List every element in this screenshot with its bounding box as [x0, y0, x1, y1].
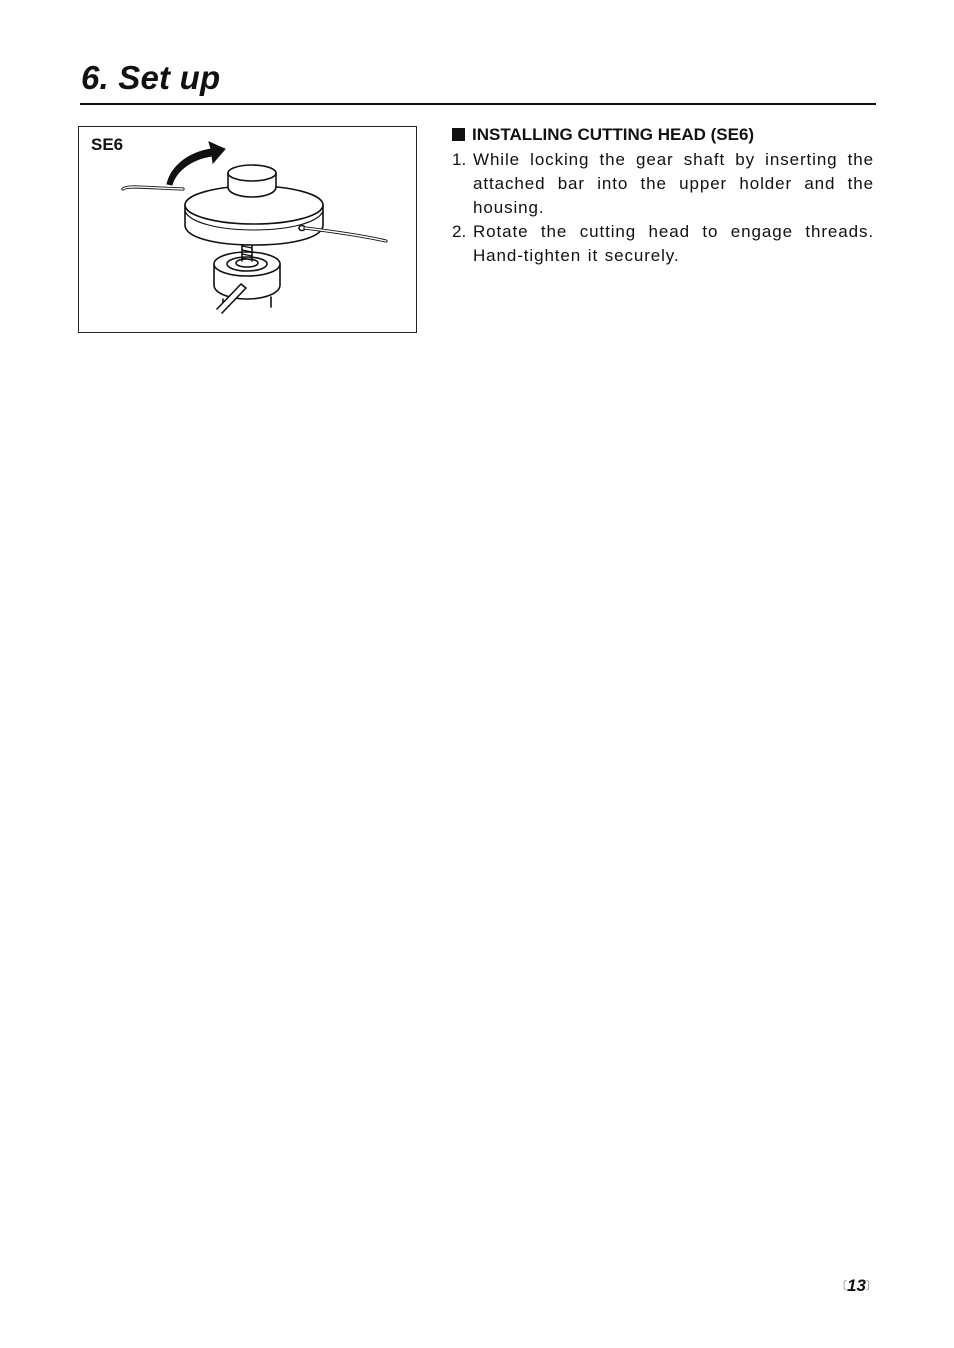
page-title: 6. Set up [81, 59, 221, 96]
installing-cutting-head-section [452, 124, 874, 268]
square-bullet-icon [452, 128, 465, 141]
step-text: While locking the gear shaft by inserting the attached bar into the upper holder and the housing. [473, 150, 874, 217]
section-heading [452, 124, 874, 145]
left-bracket-icon: 〔 [836, 1280, 847, 1292]
step-number: 1. [452, 150, 467, 169]
step-number: 2. [452, 222, 467, 241]
steps-list [452, 148, 874, 268]
figure-label: SE6 [91, 135, 124, 154]
step-item [452, 148, 874, 220]
step-text: Rotate the cutting head to engage threads. Hand-tighten it securely. [473, 222, 874, 265]
cutting-head-illustration [79, 127, 416, 332]
figure-se6 [78, 126, 417, 333]
title-rule [80, 103, 876, 105]
page-number [836, 1276, 877, 1296]
step-item [452, 220, 874, 268]
page-number-value: 13 [847, 1276, 866, 1295]
right-bracket-icon: 〕 [865, 1280, 877, 1292]
section-heading-text: INSTALLING CUTTING HEAD (SE6) [472, 125, 755, 144]
